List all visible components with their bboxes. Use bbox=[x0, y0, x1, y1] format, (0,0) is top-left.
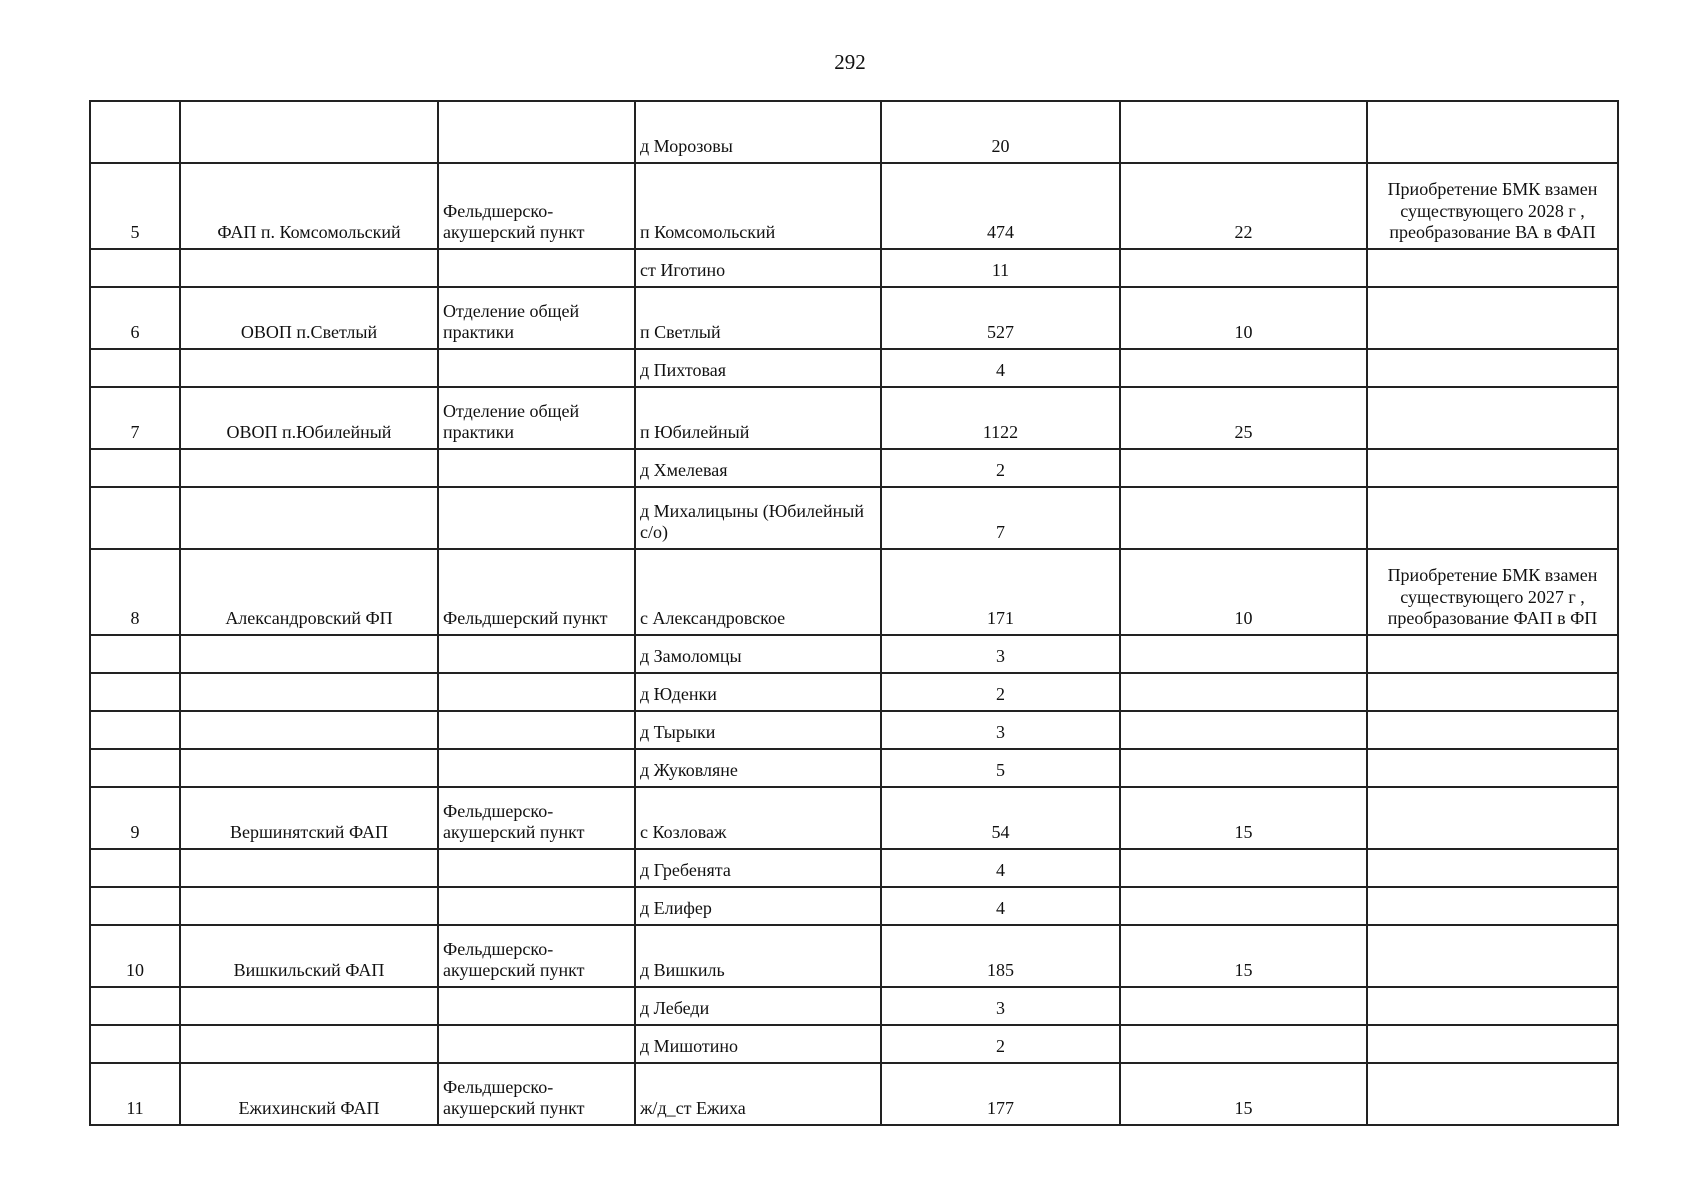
facilities-table bbox=[89, 100, 1619, 1126]
table-row bbox=[90, 673, 1618, 711]
facility-type bbox=[438, 249, 635, 287]
distance-value: 10 bbox=[1120, 287, 1367, 349]
table-row bbox=[90, 101, 1618, 163]
facility-type bbox=[438, 749, 635, 787]
distance-value bbox=[1120, 249, 1367, 287]
settlement-name: ст Иготино bbox=[635, 249, 881, 287]
population-value: 177 bbox=[881, 1063, 1120, 1125]
facility-name: Ежихинский ФАП bbox=[180, 1063, 438, 1125]
settlement-name: д Мишотино bbox=[635, 1025, 881, 1063]
row-number bbox=[90, 101, 180, 163]
table-row bbox=[90, 787, 1618, 849]
note-text bbox=[1367, 749, 1618, 787]
table-row bbox=[90, 249, 1618, 287]
note-text bbox=[1367, 787, 1618, 849]
facility-type bbox=[438, 349, 635, 387]
settlement-name: п Юбилейный bbox=[635, 387, 881, 449]
distance-value: 25 bbox=[1120, 387, 1367, 449]
settlement-name: п Комсомольский bbox=[635, 163, 881, 249]
distance-value bbox=[1120, 635, 1367, 673]
facility-name bbox=[180, 635, 438, 673]
settlement-name: д Хмелевая bbox=[635, 449, 881, 487]
row-number: 5 bbox=[90, 163, 180, 249]
facility-type bbox=[438, 635, 635, 673]
population-value: 4 bbox=[881, 349, 1120, 387]
settlement-name: д Морозовы bbox=[635, 101, 881, 163]
population-value: 3 bbox=[881, 635, 1120, 673]
note-text bbox=[1367, 1025, 1618, 1063]
distance-value bbox=[1120, 101, 1367, 163]
note-text bbox=[1367, 711, 1618, 749]
note-text: Приобретение БМК взамен существующего 2027 г , преобразование ФАП в ФП bbox=[1367, 549, 1618, 635]
facility-type: Отделение общей практики bbox=[438, 287, 635, 349]
table-row bbox=[90, 349, 1618, 387]
distance-value bbox=[1120, 887, 1367, 925]
note-text bbox=[1367, 987, 1618, 1025]
row-number bbox=[90, 987, 180, 1025]
row-number bbox=[90, 487, 180, 549]
table-row bbox=[90, 749, 1618, 787]
facility-name: Вершинятский ФАП bbox=[180, 787, 438, 849]
table-row bbox=[90, 1025, 1618, 1063]
distance-value bbox=[1120, 349, 1367, 387]
row-number: 11 bbox=[90, 1063, 180, 1125]
population-value: 2 bbox=[881, 673, 1120, 711]
settlement-name: д Тырыки bbox=[635, 711, 881, 749]
facility-name bbox=[180, 711, 438, 749]
row-number bbox=[90, 249, 180, 287]
facility-name: ОВОП п.Юбилейный bbox=[180, 387, 438, 449]
distance-value: 15 bbox=[1120, 1063, 1367, 1125]
note-text bbox=[1367, 449, 1618, 487]
settlement-name: с Козловаж bbox=[635, 787, 881, 849]
note-text bbox=[1367, 287, 1618, 349]
note-text bbox=[1367, 101, 1618, 163]
settlement-name: д Вишкиль bbox=[635, 925, 881, 987]
row-number: 6 bbox=[90, 287, 180, 349]
population-value: 7 bbox=[881, 487, 1120, 549]
facility-name bbox=[180, 487, 438, 549]
distance-value bbox=[1120, 987, 1367, 1025]
table-row bbox=[90, 887, 1618, 925]
table-row bbox=[90, 987, 1618, 1025]
distance-value bbox=[1120, 673, 1367, 711]
facility-name: ОВОП п.Светлый bbox=[180, 287, 438, 349]
population-value: 4 bbox=[881, 887, 1120, 925]
note-text bbox=[1367, 925, 1618, 987]
distance-value bbox=[1120, 487, 1367, 549]
facility-name bbox=[180, 849, 438, 887]
facility-name bbox=[180, 1025, 438, 1063]
row-number bbox=[90, 749, 180, 787]
table-row bbox=[90, 925, 1618, 987]
facility-name bbox=[180, 349, 438, 387]
population-value: 2 bbox=[881, 449, 1120, 487]
note-text bbox=[1367, 349, 1618, 387]
table-row bbox=[90, 163, 1618, 249]
row-number: 9 bbox=[90, 787, 180, 849]
settlement-name: д Замоломцы bbox=[635, 635, 881, 673]
facility-type bbox=[438, 1025, 635, 1063]
facility-name bbox=[180, 249, 438, 287]
facility-type bbox=[438, 849, 635, 887]
table-row bbox=[90, 449, 1618, 487]
facility-type bbox=[438, 101, 635, 163]
distance-value: 15 bbox=[1120, 925, 1367, 987]
note-text bbox=[1367, 887, 1618, 925]
facility-name: Вишкильский ФАП bbox=[180, 925, 438, 987]
row-number: 10 bbox=[90, 925, 180, 987]
facility-type: Фельдшерско-акушерский пункт bbox=[438, 787, 635, 849]
row-number: 8 bbox=[90, 549, 180, 635]
table-row bbox=[90, 549, 1618, 635]
distance-value bbox=[1120, 849, 1367, 887]
facility-type bbox=[438, 987, 635, 1025]
population-value: 1122 bbox=[881, 387, 1120, 449]
table-row bbox=[90, 711, 1618, 749]
note-text bbox=[1367, 387, 1618, 449]
population-value: 527 bbox=[881, 287, 1120, 349]
settlement-name: д Юденки bbox=[635, 673, 881, 711]
facility-name bbox=[180, 673, 438, 711]
table-row bbox=[90, 635, 1618, 673]
settlement-name: ж/д_ст Ежиха bbox=[635, 1063, 881, 1125]
distance-value: 15 bbox=[1120, 787, 1367, 849]
settlement-name: с Александровское bbox=[635, 549, 881, 635]
facility-name bbox=[180, 987, 438, 1025]
facility-name: Александровский ФП bbox=[180, 549, 438, 635]
population-value: 3 bbox=[881, 711, 1120, 749]
population-value: 4 bbox=[881, 849, 1120, 887]
row-number bbox=[90, 1025, 180, 1063]
row-number bbox=[90, 887, 180, 925]
distance-value bbox=[1120, 449, 1367, 487]
settlement-name: д Елифер bbox=[635, 887, 881, 925]
population-value: 171 bbox=[881, 549, 1120, 635]
facility-type bbox=[438, 887, 635, 925]
facility-type bbox=[438, 487, 635, 549]
facility-type bbox=[438, 449, 635, 487]
settlement-name: д Лебеди bbox=[635, 987, 881, 1025]
row-number bbox=[90, 449, 180, 487]
facility-type: Фельдшерско-акушерский пункт bbox=[438, 163, 635, 249]
table-row bbox=[90, 387, 1618, 449]
facility-type bbox=[438, 711, 635, 749]
row-number bbox=[90, 673, 180, 711]
distance-value bbox=[1120, 749, 1367, 787]
facility-name bbox=[180, 749, 438, 787]
facility-name: ФАП п. Комсомольский bbox=[180, 163, 438, 249]
distance-value bbox=[1120, 711, 1367, 749]
population-value: 185 bbox=[881, 925, 1120, 987]
population-value: 5 bbox=[881, 749, 1120, 787]
facility-name bbox=[180, 887, 438, 925]
facility-type: Фельдшерский пункт bbox=[438, 549, 635, 635]
facility-name bbox=[180, 101, 438, 163]
facility-type: Фельдшерско-акушерский пункт bbox=[438, 1063, 635, 1125]
facility-name bbox=[180, 449, 438, 487]
note-text bbox=[1367, 487, 1618, 549]
note-text bbox=[1367, 1063, 1618, 1125]
population-value: 474 bbox=[881, 163, 1120, 249]
settlement-name: д Жуковляне bbox=[635, 749, 881, 787]
note-text bbox=[1367, 849, 1618, 887]
facility-type: Отделение общей практики bbox=[438, 387, 635, 449]
page-number: 292 bbox=[834, 50, 866, 74]
population-value: 2 bbox=[881, 1025, 1120, 1063]
settlement-name: д Михалицыны (Юбилейный с/о) bbox=[635, 487, 881, 549]
facility-type: Фельдшерско-акушерский пункт bbox=[438, 925, 635, 987]
distance-value: 22 bbox=[1120, 163, 1367, 249]
table-row bbox=[90, 487, 1618, 549]
settlement-name: п Светлый bbox=[635, 287, 881, 349]
population-value: 20 bbox=[881, 101, 1120, 163]
row-number bbox=[90, 635, 180, 673]
row-number bbox=[90, 349, 180, 387]
table-row bbox=[90, 849, 1618, 887]
table-row bbox=[90, 1063, 1618, 1125]
facility-type bbox=[438, 673, 635, 711]
note-text bbox=[1367, 673, 1618, 711]
note-text: Приобретение БМК взамен существующего 2028 г , преобразование ВА в ФАП bbox=[1367, 163, 1618, 249]
population-value: 11 bbox=[881, 249, 1120, 287]
note-text bbox=[1367, 635, 1618, 673]
row-number bbox=[90, 849, 180, 887]
row-number bbox=[90, 711, 180, 749]
settlement-name: д Гребенята bbox=[635, 849, 881, 887]
settlement-name: д Пихтовая bbox=[635, 349, 881, 387]
note-text bbox=[1367, 249, 1618, 287]
table-row bbox=[90, 287, 1618, 349]
row-number: 7 bbox=[90, 387, 180, 449]
population-value: 3 bbox=[881, 987, 1120, 1025]
distance-value: 10 bbox=[1120, 549, 1367, 635]
population-value: 54 bbox=[881, 787, 1120, 849]
distance-value bbox=[1120, 1025, 1367, 1063]
